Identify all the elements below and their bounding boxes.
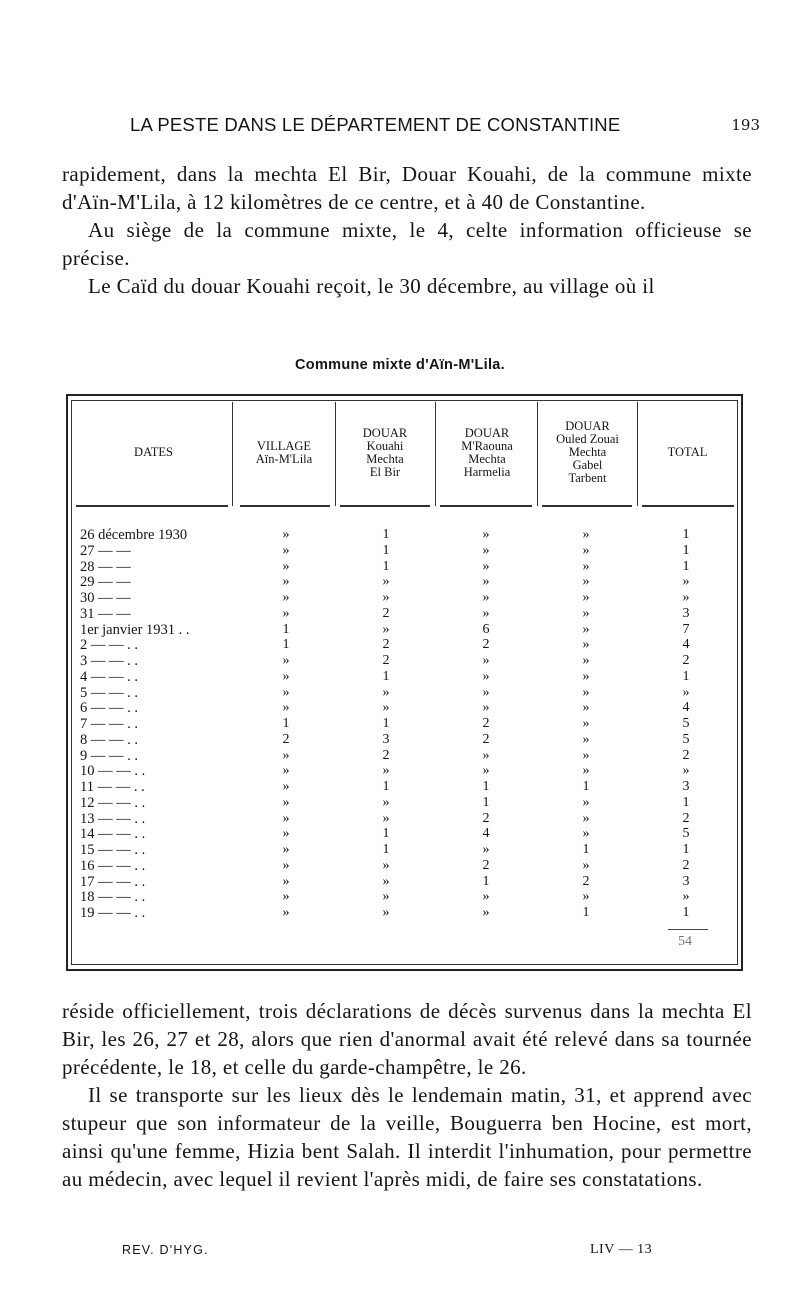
table-cell: »: [382, 889, 390, 904]
header-rule: [240, 505, 330, 507]
table-cell: 1: [382, 527, 390, 542]
table-cell: 2: [482, 637, 490, 652]
table-row-date: 26 décembre 1930: [80, 527, 188, 543]
column-divider: [435, 402, 436, 506]
table-cell: »: [582, 559, 590, 574]
table-cell: 2: [582, 874, 590, 889]
table-cell: »: [582, 527, 590, 542]
table-row-date: 10 — — . .: [80, 763, 146, 779]
table-row-date: 30 — —: [80, 590, 131, 606]
table-cell: »: [382, 700, 390, 715]
table-cell: »: [282, 795, 290, 810]
table-cell: »: [582, 622, 590, 637]
column-header: [234, 405, 334, 500]
table-cell: »: [282, 590, 290, 605]
table-cell: 1: [682, 543, 690, 558]
table-row-date: 7 — — . .: [80, 716, 138, 732]
column-header-line: Mechta: [568, 445, 607, 459]
table-cell: »: [682, 574, 690, 589]
table-cell: »: [282, 700, 290, 715]
header-rule: [76, 505, 228, 507]
table-cell: 1: [282, 716, 290, 731]
header-rule: [642, 505, 734, 507]
table-cell: 1: [382, 826, 390, 841]
table-row-date: 17 — — . .: [80, 874, 146, 890]
table-cell: »: [282, 779, 290, 794]
column-header: [336, 405, 434, 500]
table-cell: 2: [382, 606, 390, 621]
table-cell: »: [382, 858, 390, 873]
table-cell: »: [482, 590, 490, 605]
table-cell: »: [482, 748, 490, 763]
table-row-date: 2 — — . .: [80, 637, 138, 653]
table-cell: »: [482, 842, 490, 857]
table-cell: »: [482, 700, 490, 715]
column-header: [640, 405, 735, 500]
table-cell: »: [582, 795, 590, 810]
table-cell: 1: [682, 905, 690, 920]
table-cell: »: [582, 590, 590, 605]
table-cell: »: [382, 685, 390, 700]
table-cell: »: [582, 811, 590, 826]
column-header-line: TOTAL: [667, 445, 708, 459]
table-row-date: 12 — — . .: [80, 795, 146, 811]
table-cell: 2: [482, 732, 490, 747]
column-divider: [637, 402, 638, 506]
table-cell: »: [482, 606, 490, 621]
table-cell: »: [282, 606, 290, 621]
table-cell: »: [282, 763, 290, 778]
table-cell: »: [382, 622, 390, 637]
table-cell: 1: [382, 779, 390, 794]
table-row-date: 29 — —: [80, 574, 131, 590]
table-row-date: 3 — — . .: [80, 653, 138, 669]
column-header-line: Mechta: [468, 451, 506, 466]
column-header-line: DATES: [134, 445, 173, 459]
table-cell: 2: [382, 637, 390, 652]
table-cell: »: [382, 574, 390, 589]
table-cell: »: [682, 590, 690, 605]
table-cell: »: [482, 527, 490, 542]
table-row-date: 9 — — . .: [80, 748, 138, 764]
table-cell: 1: [682, 842, 690, 857]
table-cell: »: [582, 732, 590, 747]
column-divider: [537, 402, 538, 506]
table-cell: 4: [682, 637, 690, 652]
table-cell: 4: [482, 826, 490, 841]
table-cell: »: [582, 826, 590, 841]
table-cell: »: [282, 748, 290, 763]
sum-rule: [668, 929, 708, 930]
table-cell: »: [282, 559, 290, 574]
table-cell: »: [382, 763, 390, 778]
table-cell: »: [582, 574, 590, 589]
table-row-date: 1er janvier 1931 . .: [80, 622, 190, 638]
table-cell: 2: [682, 653, 690, 668]
table-cell: »: [382, 590, 390, 605]
table-cell: »: [482, 763, 490, 778]
table-row-date: 28 — —: [80, 559, 131, 575]
table-row-date: 16 — — . .: [80, 858, 146, 874]
table-cell: »: [482, 685, 490, 700]
column-header: [76, 405, 231, 500]
table-row-date: 15 — — . .: [80, 842, 146, 858]
table-cell: 1: [582, 779, 590, 794]
table-cell: 3: [682, 874, 690, 889]
column-header-line: DOUAR: [565, 419, 610, 433]
column-header-line: DOUAR: [362, 425, 408, 440]
table-cell: »: [582, 543, 590, 558]
table-cell: 2: [482, 811, 490, 826]
table-cell: 1: [482, 779, 490, 794]
table-cell: 1: [682, 527, 690, 542]
table-cell: 3: [682, 779, 690, 794]
bottom-text: [62, 997, 752, 1193]
table-cell: »: [282, 826, 290, 841]
table-row-date: 4 — — . .: [80, 669, 138, 685]
table-cell: 1: [682, 559, 690, 574]
table-cell: »: [282, 874, 290, 889]
column-header-line: DOUAR: [464, 425, 510, 440]
table-row-date: 5 — — . .: [80, 685, 138, 701]
table-row-date: 11 — — . .: [80, 779, 145, 795]
column-header: [539, 405, 636, 500]
table-cell: 4: [682, 700, 690, 715]
paragraph: réside officiellement, trois déclarations de décès survenus dans la mechta El Bir, les 26, 27 et 28, alors que rien d'anormal avait été relevé dans sa tournée précédente, le 18, et celle du garde-champêtre, le 26.: [62, 999, 752, 1079]
footer-journal: REV. D'HYG.: [122, 1243, 209, 1257]
table-cell: »: [282, 669, 290, 684]
table-cell: 3: [382, 732, 390, 747]
column-header-line: Gabel: [572, 458, 603, 472]
table-cell: 5: [682, 716, 690, 731]
column-header-line: El Bir: [369, 464, 401, 479]
table-cell: »: [682, 685, 690, 700]
table-cell: 5: [682, 732, 690, 747]
table-cell: »: [582, 685, 590, 700]
table-cell: »: [582, 700, 590, 715]
table-cell: 7: [682, 622, 690, 637]
table-cell: 2: [482, 858, 490, 873]
table-cell: »: [282, 905, 290, 920]
footer-volume: LIV — 13: [590, 1242, 653, 1257]
column-header-line: Harmelia: [463, 464, 511, 479]
table-cell: 1: [382, 669, 390, 684]
column-header-line: Ouled Zouai: [556, 432, 619, 446]
table-cell: »: [582, 606, 590, 621]
column-header-line: Tarbent: [568, 471, 607, 485]
table-cell: 1: [382, 543, 390, 558]
table-cell: 2: [382, 748, 390, 763]
column-header-line: M'Raouna: [461, 438, 513, 453]
table-cell: 2: [382, 653, 390, 668]
table-cell: »: [482, 574, 490, 589]
table-cell: »: [282, 889, 290, 904]
table-cell: »: [582, 637, 590, 652]
table-row-date: 13 — — . .: [80, 811, 146, 827]
table-row-date: 8 — — . .: [80, 732, 138, 748]
table-cell: 1: [582, 842, 590, 857]
table-cell: 5: [682, 826, 690, 841]
header-rule: [340, 505, 430, 507]
table-cell: 1: [482, 874, 490, 889]
table-cell: »: [382, 811, 390, 826]
table-cell: »: [282, 527, 290, 542]
table-row-date: 19 — — . .: [80, 905, 146, 921]
table-cell: 1: [282, 637, 290, 652]
running-header-title: LA PESTE DANS LE DÉPARTEMENT DE CONSTANTINE: [130, 114, 621, 135]
paragraph: rapidement, dans la mechta El Bir, Douar Kouahi, de la commune mixte d'Aïn-M'Lila, à 12 kilomètres de ce centre, et à 40 de Constantine.: [62, 162, 752, 214]
table-cell: 2: [682, 748, 690, 763]
column-header-line: Mechta: [366, 451, 404, 466]
table-cell: 1: [582, 905, 590, 920]
running-header: [130, 114, 770, 140]
header-rule: [542, 505, 632, 507]
table-cell: »: [582, 858, 590, 873]
table-cell: 3: [682, 606, 690, 621]
table-cell: 1: [682, 669, 690, 684]
table-cell: »: [482, 653, 490, 668]
table-cell: »: [382, 795, 390, 810]
table-cell: »: [582, 653, 590, 668]
table-cell: »: [582, 889, 590, 904]
table-row-date: 6 — — . .: [80, 700, 138, 716]
paragraph: Il se transporte sur les lieux dès le lendemain matin, 31, et apprend avec stupeur que son informateur de la veille, Bouguerra ben Hocine, est mort, ainsi qu'une femme, Hizia bent Salah. Il interdit l'inhumation, pour permettre au médecin, avec lequel il revient l'après midi, de faire ses constatations.: [62, 1083, 752, 1191]
table-cell: 6: [482, 622, 490, 637]
column-header: [437, 405, 537, 500]
table-row-date: 18 — — . .: [80, 889, 146, 905]
table-cell: 2: [482, 716, 490, 731]
column-header-line: Kouahi: [366, 438, 404, 453]
table-cell: »: [682, 763, 690, 778]
paragraph: Le Caïd du douar Kouahi reçoit, le 30 décembre, au village où il: [88, 274, 655, 298]
table-cell: »: [282, 842, 290, 857]
table-cell: »: [282, 653, 290, 668]
table-cell: »: [482, 543, 490, 558]
table-cell: »: [282, 685, 290, 700]
column-header-line: VILLAGE: [256, 438, 312, 453]
table-cell: »: [282, 574, 290, 589]
table-cell: 1: [682, 795, 690, 810]
table-cell: »: [282, 543, 290, 558]
header-rule: [440, 505, 532, 507]
table-cell: 1: [382, 716, 390, 731]
grand-total: 54: [678, 934, 692, 949]
table-cell: »: [482, 669, 490, 684]
table-cell: »: [282, 811, 290, 826]
table-cell: 2: [682, 811, 690, 826]
table-row-date: 27 — —: [80, 543, 131, 559]
column-divider: [232, 402, 233, 506]
table-cell: »: [482, 905, 490, 920]
table-caption: Commune mixte d'Aïn-M'Lila.: [295, 357, 505, 373]
table-cell: 1: [482, 795, 490, 810]
table-cell: »: [582, 669, 590, 684]
paragraph: Au siège de la commune mixte, le 4, celte information officieuse se précise.: [62, 218, 752, 270]
table-cell: »: [382, 874, 390, 889]
table-cell: 2: [682, 858, 690, 873]
table-cell: 1: [382, 559, 390, 574]
table-row-date: 14 — — . .: [80, 826, 146, 842]
table-cell: »: [682, 889, 690, 904]
table-cell: »: [482, 889, 490, 904]
table-cell: »: [282, 858, 290, 873]
table-cell: 1: [282, 622, 290, 637]
page-number: 193: [731, 116, 760, 134]
top-text: [62, 160, 752, 300]
table-row-date: 31 — —: [80, 606, 131, 622]
table-cell: »: [582, 763, 590, 778]
column-header-line: Aïn-M'Lila: [255, 451, 313, 466]
table-cell: »: [582, 716, 590, 731]
table-cell: »: [482, 559, 490, 574]
table-cell: »: [582, 748, 590, 763]
table-cell: »: [382, 905, 390, 920]
table-cell: 1: [382, 842, 390, 857]
table-cell: 2: [282, 732, 290, 747]
